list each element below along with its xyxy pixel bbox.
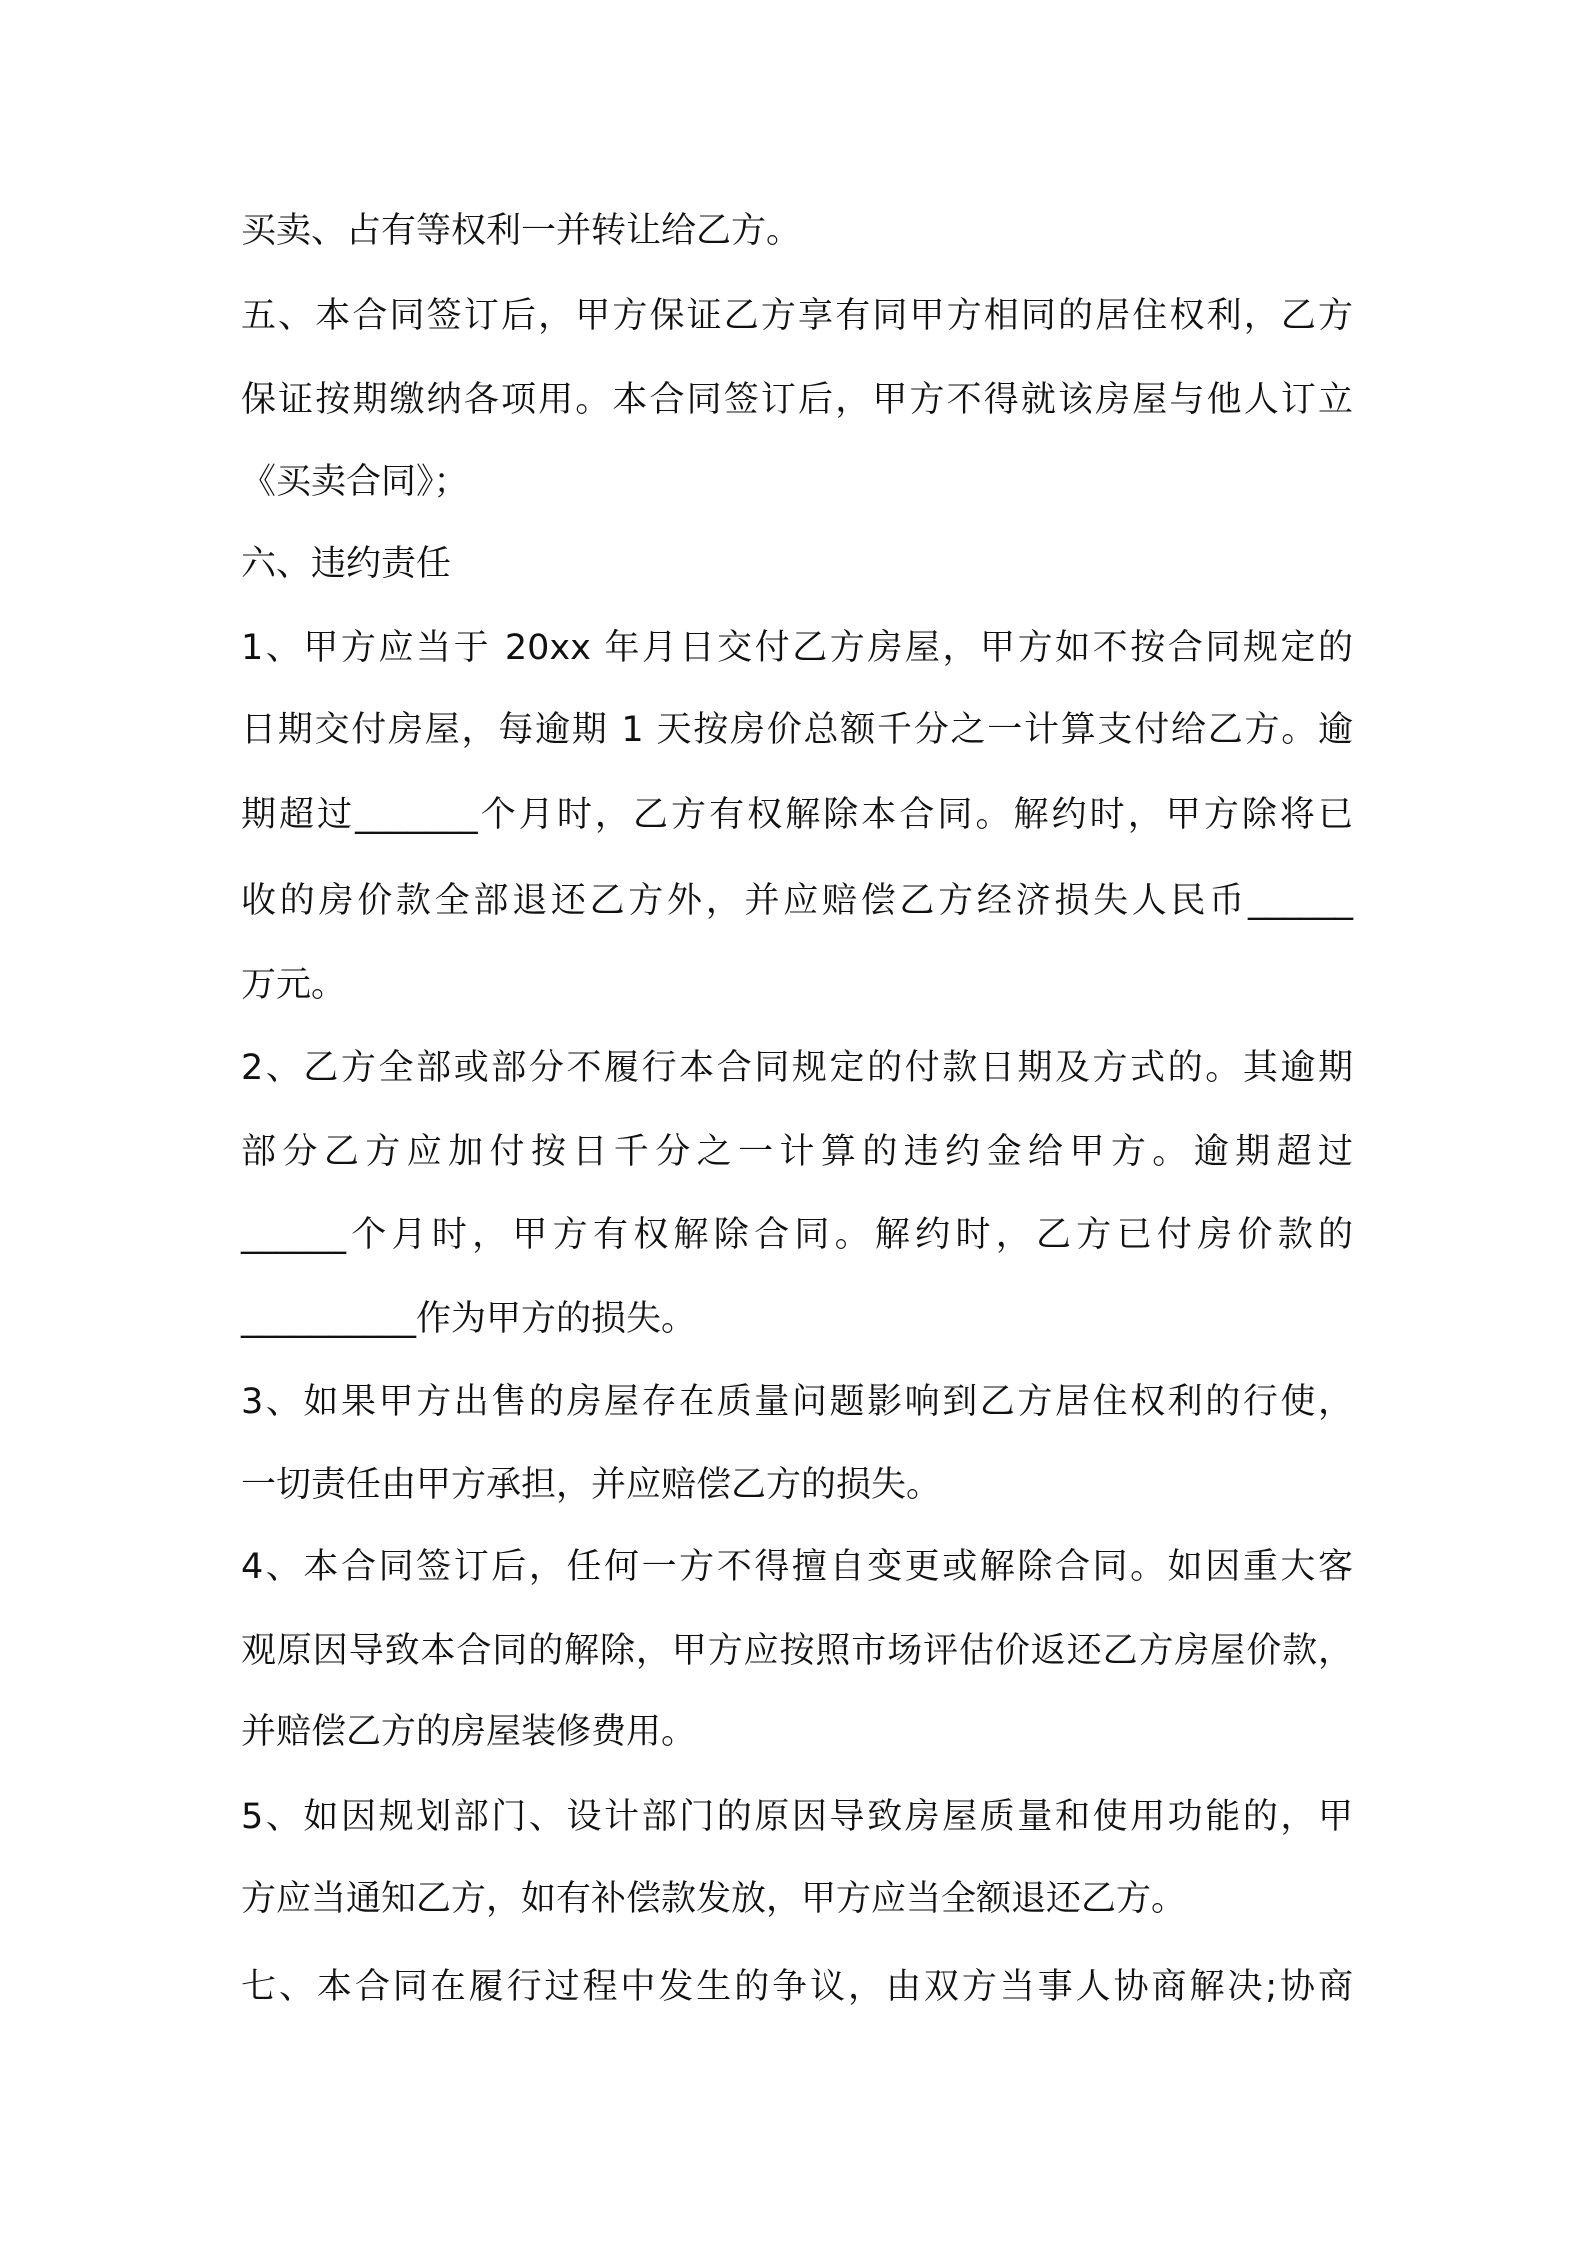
section-heading: 六、违约责任 — [241, 544, 452, 584]
text-line-22: 七、本合同在履行过程中发生的争议，由双方当事人协商解决;协商 — [241, 1967, 1353, 2007]
text-line-10: 万元。 — [241, 965, 347, 1005]
text-line-15: 3、如果甲方出售的房屋存在质量问题影响到乙方居住权利的行使， — [241, 1382, 1353, 1422]
text-line-12: 部分乙方应加付按日千分之一计算的违约金给甲方。逾期超过 — [241, 1132, 1353, 1172]
text-line-18: 观原因导致本合同的解除，甲方应按照市场评估价返还乙方房屋价款， — [241, 1631, 1353, 1671]
text-line-4: 《买卖合同》； — [241, 462, 469, 502]
text-line-21: 方应当通知乙方，如有补偿款发放，甲方应当全额退还乙方。 — [241, 1879, 1187, 1919]
text-line-2: 五、本合同签订后，甲方保证乙方享有同甲方相同的居住权利，乙方 — [241, 296, 1353, 336]
text-line-9: 收的房价款全部退还乙方外，并应赔偿乙方经济损失人民币______ — [241, 881, 1353, 921]
text-line-3: 保证按期缴纳各项用。本合同签订后，甲方不得就该房屋与他人订立 — [241, 380, 1353, 420]
text-line-14: __________作为甲方的损失。 — [241, 1299, 697, 1339]
text-line-8: 期超过_______个月时，乙方有权解除本合同。解约时，甲方除将已 — [241, 795, 1353, 835]
text-line-20: 5、如因规划部门、设计部门的原因导致房屋质量和使用功能的，甲 — [241, 1797, 1353, 1837]
text-line-11: 2、乙方全部或部分不履行本合同规定的付款日期及方式的。其逾期 — [241, 1048, 1353, 1088]
text-line-19: 并赔偿乙方的房屋装修费用。 — [241, 1712, 697, 1752]
text-line-6: 1、甲方应当于 20xx 年月日交付乙方房屋，甲方如不按合同规定的 — [241, 628, 1353, 668]
text-line-13: ______个月时，甲方有权解除合同。解约时，乙方已付房价款的 — [241, 1215, 1353, 1255]
text-line-17: 4、本合同签订后，任何一方不得擅自变更或解除合同。如因重大客 — [241, 1547, 1353, 1587]
text-line-1: 买卖、占有等权利一并转让给乙方。 — [241, 211, 802, 251]
text-line-7: 日期交付房屋，每逾期 1 天按房价总额千分之一计算支付给乙方。逾 — [241, 710, 1353, 750]
text-line-16: 一切责任由甲方承担，并应赔偿乙方的损失。 — [241, 1465, 942, 1505]
